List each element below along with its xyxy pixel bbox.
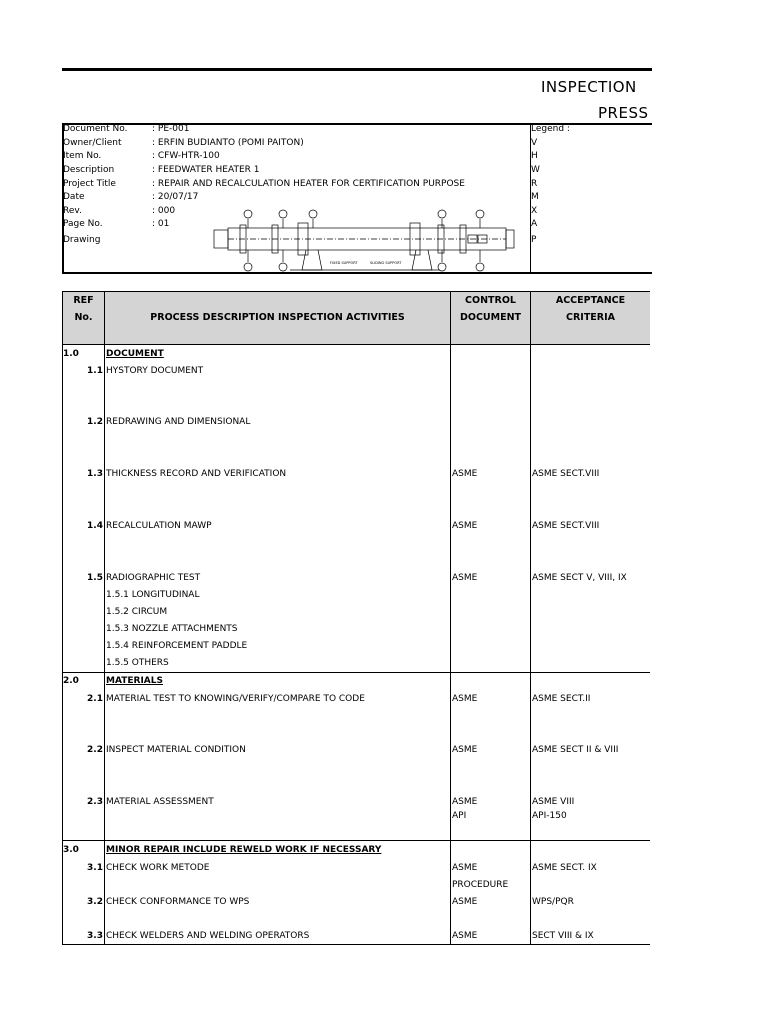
header-label-description: Description <box>63 165 115 175</box>
row-acceptance: ASME SECT.II <box>532 694 591 704</box>
row-ref: 1.4 <box>87 521 103 531</box>
row-desc: 1.5.3 NOZZLE ATTACHMENTS <box>106 624 238 634</box>
header-value-rev: : 000 <box>152 206 176 216</box>
header-value-document-no: : PE-001 <box>152 124 190 134</box>
legend-item-v: V <box>531 138 538 148</box>
header-value-project-title: : REPAIR AND RECALCULATION HEATER FOR CERTIFICATION PURPOSE <box>152 179 465 189</box>
header-label-owner: Owner/Client <box>63 138 122 148</box>
header-value-page-no: : 01 <box>152 219 170 229</box>
header-label-project-title: Project Title <box>63 179 116 189</box>
th-ref-line1: REF <box>73 295 94 306</box>
header-label-page-no: Page No. <box>63 219 103 229</box>
row-control: API <box>452 811 467 821</box>
drawing-label-fixed: FIXED SUPPORT <box>330 261 358 265</box>
col-divider-3 <box>530 292 531 945</box>
row-desc: THICKNESS RECORD AND VERIFICATION <box>106 469 287 479</box>
row-ref: 3.1 <box>87 863 103 873</box>
row-acceptance: WPS/PQR <box>532 897 574 907</box>
row-control: ASME <box>452 573 478 583</box>
heater-drawing <box>210 204 520 274</box>
col-divider-1 <box>104 292 105 945</box>
legend-item-w: W <box>531 165 540 175</box>
row-control: ASME <box>452 897 478 907</box>
section-title-3: MINOR REPAIR INCLUDE REWELD WORK IF NECESSARY <box>106 845 382 855</box>
row-desc: CHECK WELDERS AND WELDING OPERATORS <box>106 931 310 941</box>
legend-item-m: M <box>531 192 539 202</box>
row-desc: REDRAWING AND DIMENSIONAL <box>106 417 251 427</box>
row-acceptance: ASME SECT V, VIII, IX <box>532 573 627 583</box>
row-desc: 1.5.1 LONGITUDINAL <box>106 590 200 600</box>
header-label-date: Date <box>63 192 85 202</box>
header-value-description: : FEEDWATER HEATER 1 <box>152 165 260 175</box>
document-title-line2: PRESS <box>598 104 649 122</box>
row-desc: RECALCULATION MAWP <box>106 521 212 531</box>
row-desc: 1.5.2 CIRCUM <box>106 607 168 617</box>
header-label-item-no: Item No. <box>63 151 102 161</box>
section-num-1: 1.0 <box>63 349 79 359</box>
row-acceptance: ASME SECT.VIII <box>532 469 600 479</box>
row-acceptance: ASME VIII <box>532 797 575 807</box>
header-label-drawing: Drawing <box>63 235 101 245</box>
legend-item-r: R <box>531 179 538 189</box>
row-desc: RADIOGRAPHIC TEST <box>106 573 201 583</box>
row-control: ASME <box>452 521 478 531</box>
legend-item-h: H <box>531 151 538 161</box>
row-acceptance: ASME SECT. IX <box>532 863 597 873</box>
legend-item-x: X <box>531 206 538 216</box>
row-desc: CHECK WORK METODE <box>106 863 210 873</box>
header-value-date: : 20/07/17 <box>152 192 199 202</box>
section-num-3: 3.0 <box>63 845 79 855</box>
row-ref: 1.1 <box>87 366 103 376</box>
section-title-1: DOCUMENT <box>106 349 164 359</box>
legend-title: Legend : <box>531 124 570 134</box>
row-ref: 3.3 <box>87 931 103 941</box>
th-process: PROCESS DESCRIPTION INSPECTION ACTIVITIES <box>150 312 405 323</box>
header-label-rev: Rev. <box>63 206 82 216</box>
row-desc: INSPECT MATERIAL CONDITION <box>106 745 246 755</box>
header-value-item-no: : CFW-HTR-100 <box>152 151 220 161</box>
row-control: PROCEDURE <box>452 880 509 890</box>
row-control: ASME <box>452 797 478 807</box>
th-control-line1: CONTROL <box>465 295 516 306</box>
col-divider-2 <box>450 292 451 945</box>
legend-item-a: A <box>531 219 538 229</box>
row-desc: MATERIAL TEST TO KNOWING/VERIFY/COMPARE TO CODE <box>106 694 365 704</box>
document-title-line1: INSPECTION <box>541 78 637 96</box>
row-ref: 3.2 <box>87 897 103 907</box>
row-ref: 2.3 <box>87 797 103 807</box>
row-desc: 1.5.5 OTHERS <box>106 658 169 668</box>
row-desc: CHECK CONFORMANCE TO WPS <box>106 897 250 907</box>
row-ref: 2.1 <box>87 694 103 704</box>
th-ref-line2: No. <box>74 312 93 323</box>
header-label-document-no: Document No. <box>63 124 128 134</box>
row-control: ASME <box>452 745 478 755</box>
row-acceptance: API-150 <box>532 811 567 821</box>
row-ref: 1.2 <box>87 417 103 427</box>
row-ref: 1.5 <box>87 573 103 583</box>
row-ref: 1.3 <box>87 469 103 479</box>
section-divider <box>62 672 650 673</box>
header-value-owner: : ERFIN BUDIANTO (POMI PAITON) <box>152 138 304 148</box>
th-acceptance-line1: ACCEPTANCE <box>555 295 626 306</box>
row-control: ASME <box>452 931 478 941</box>
section-num-2: 2.0 <box>63 676 79 686</box>
row-ref: 2.2 <box>87 745 103 755</box>
top-rule <box>62 68 652 71</box>
drawing-label-sliding: SLIDING SUPPORT <box>370 261 402 265</box>
row-desc: MATERIAL ASSESSMENT <box>106 797 214 807</box>
row-control: ASME <box>452 863 478 873</box>
row-acceptance: ASME SECT II & VIII <box>532 745 619 755</box>
row-desc: HYSTORY DOCUMENT <box>106 366 204 376</box>
row-control: ASME <box>452 694 478 704</box>
th-acceptance-line2: CRITERIA <box>566 312 615 323</box>
th-control-line2: DOCUMENT <box>459 312 522 323</box>
section-divider <box>62 840 650 841</box>
legend-item-p: P <box>531 235 537 245</box>
section-title-2: MATERIALS <box>106 676 163 686</box>
row-acceptance: SECT VIII & IX <box>532 931 594 941</box>
row-desc: 1.5.4 REINFORCEMENT PADDLE <box>106 641 248 651</box>
row-acceptance: ASME SECT.VIII <box>532 521 600 531</box>
row-control: ASME <box>452 469 478 479</box>
